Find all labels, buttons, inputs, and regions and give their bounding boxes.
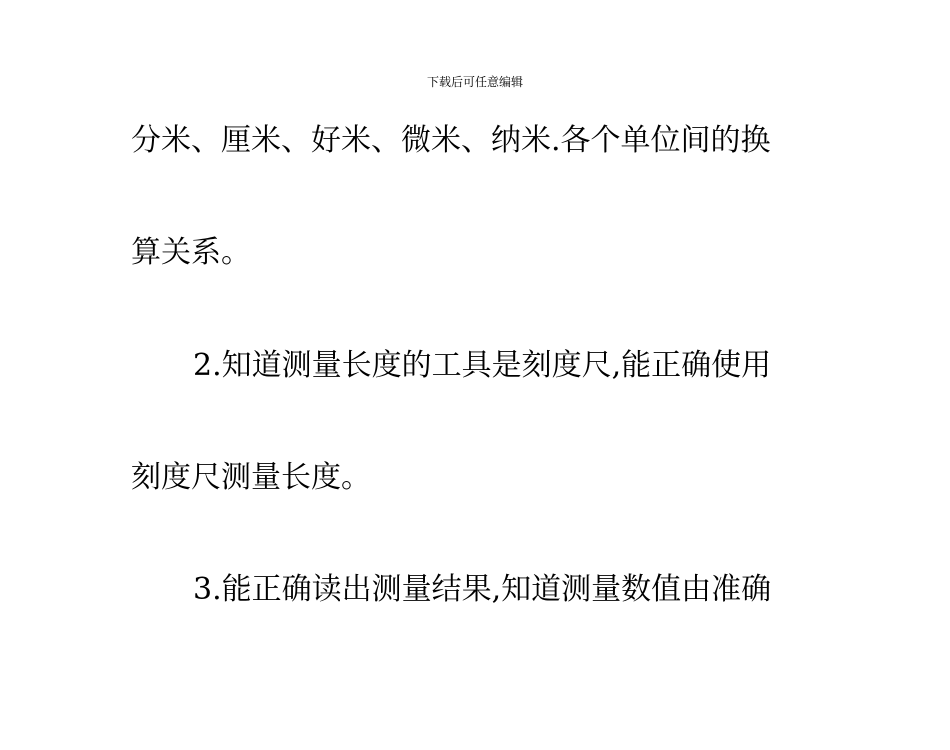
page-header: 下载后可任意编辑 xyxy=(426,75,523,89)
body-line-3: 2.知道测量长度的工具是刻度尺,能正确使用 xyxy=(193,348,772,383)
body-line-2: 算关系。 xyxy=(131,235,251,270)
body-line-5: 3.能正确读出测量结果,知道测量数值由准确 xyxy=(193,572,772,607)
body-line-4: 刻度尺测量长度。 xyxy=(131,460,371,495)
body-line-1: 分米、厘米、好米、微米、纳米.各个单位间的换 xyxy=(131,123,771,158)
